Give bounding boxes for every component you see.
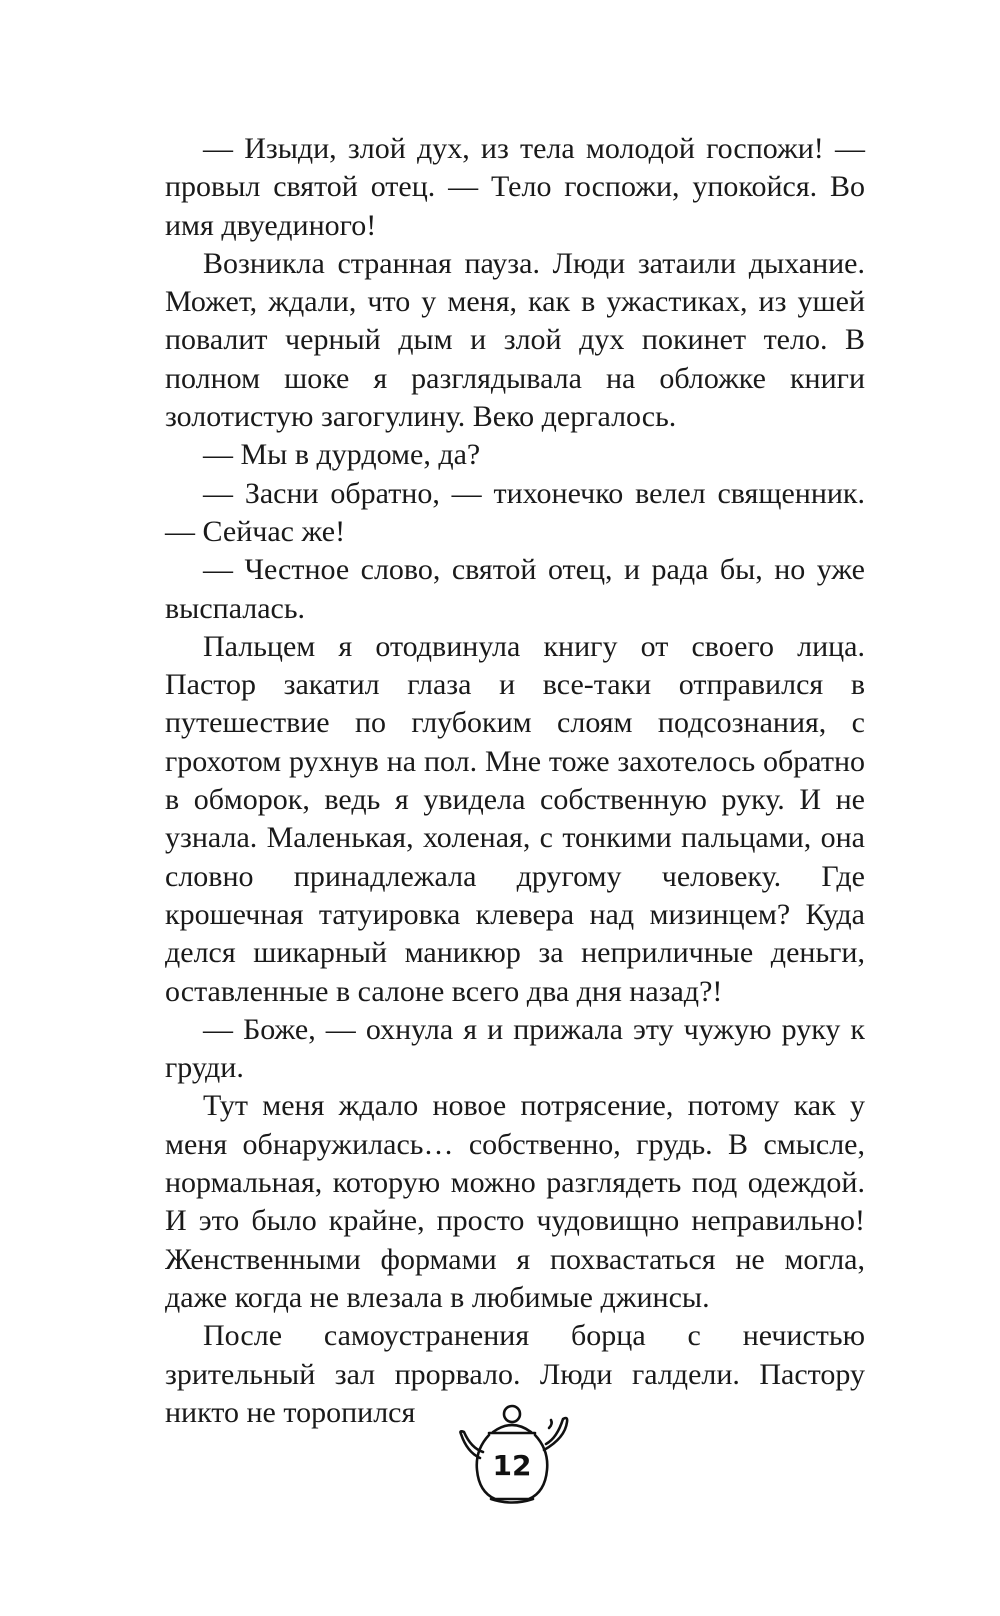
page-number: 12 [492, 1449, 532, 1482]
paragraph: Тут меня ждало новое потрясение, потому как у меня обнаружилась… собственно, грудь. В смысле, нормальная, которую можно разглядеть под одеждой. И это было крайне, просто чудовищно неправильно! Женственными формами я похвастаться не могла, даже когда не влезала в любимые джинсы. [165, 1089, 865, 1314]
paragraph: — Мы в дурдоме, да? [203, 438, 481, 472]
paragraph: — Засни обратно, — тихонечко велел священник. — Сейчас же! [165, 476, 865, 548]
paragraph: После самоустранения борца с нечистью зрительный зал прорвало. Люди галдели. Пастору никто не торопился [165, 1319, 865, 1429]
body-text [165, 130, 865, 1432]
paragraph: — Честное слово, святой отец, и рада бы, но уже выспалась. [165, 553, 865, 625]
paragraph: — Изыди, злой дух, из тела молодой госпожи! — провыл святой отец. — Тело госпожи, упокойся. Во имя двуединого! [165, 132, 865, 242]
paragraph: Возникла странная пауза. Люди затаили дыхание. Может, ждали, что у меня, как в ужастиках, из ушей повалит черный дым и злой дух покинет тело. В полном шоке я разглядывала на обложке книги золотистую загогулину. Веко дергалось. [165, 246, 865, 434]
paragraph: — Боже, — охнула я и прижала эту чужую руку к груди. [165, 1012, 865, 1085]
page-footer [455, 1400, 575, 1510]
paragraph: Пальцем я отодвинула книгу от своего лица. Пастор закатил глаза и все-таки отправился в путешествие по глубоким слоям подсознания, с грохотом рухнув на пол. Мне тоже захотелось обратно в обморок, ведь я увидела собственную руку. И не узнала. Маленькая, холеная, с тонкими пальцами, она словно принадлежала другому человеку. Где крошечная татуировка клевера над мизинцем? Куда делся шикарный маникюр за неприличные деньги, оставленные в салоне всего два дня назад?! [165, 629, 865, 1008]
